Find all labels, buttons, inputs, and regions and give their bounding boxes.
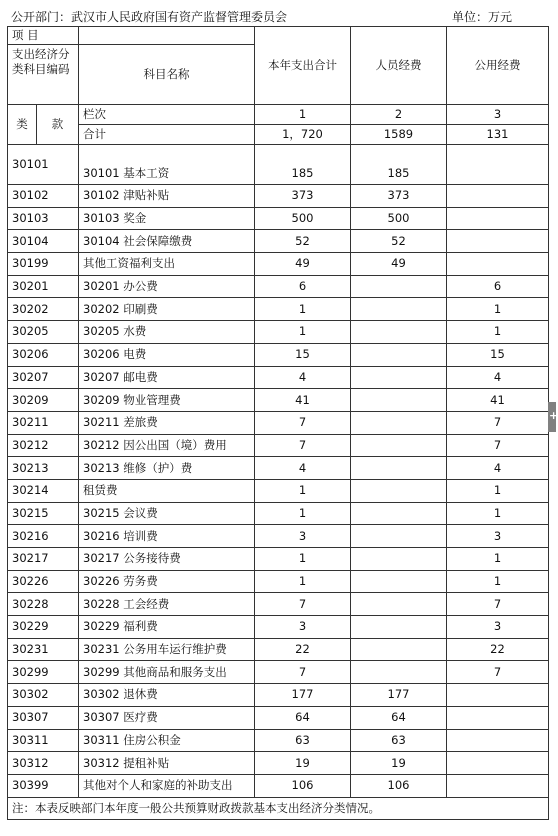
row-code: 30104 xyxy=(8,230,79,253)
table-row xyxy=(8,411,549,434)
table-row xyxy=(8,684,549,707)
lanci-label: 栏次 xyxy=(79,105,255,125)
row-total: 185 xyxy=(255,145,351,185)
row-public xyxy=(447,185,549,208)
row-personnel xyxy=(351,479,447,502)
row-total: 63 xyxy=(255,729,351,752)
row-code: 30103 xyxy=(8,207,79,230)
row-public xyxy=(447,774,549,797)
table-row xyxy=(8,343,549,366)
row-total: 64 xyxy=(255,706,351,729)
table-row xyxy=(8,298,549,321)
row-total: 49 xyxy=(255,253,351,276)
row-personnel xyxy=(351,593,447,616)
row-public xyxy=(447,253,549,276)
row-public: 7 xyxy=(447,593,549,616)
row-public xyxy=(447,752,549,775)
table-row xyxy=(8,616,549,639)
row-name: 30102 津贴补贴 xyxy=(79,185,255,208)
row-name: 30311 住房公积金 xyxy=(79,729,255,752)
row-name: 30206 电费 xyxy=(79,343,255,366)
row-personnel xyxy=(351,321,447,344)
total-public: 131 xyxy=(447,125,549,145)
department-label: 公开部门：武汉市人民政府国有资产监督管理委员会 xyxy=(11,10,288,24)
row-code: 30302 xyxy=(8,684,79,707)
row-name: 其他工资福利支出 xyxy=(79,253,255,276)
row-total: 1 xyxy=(255,548,351,571)
row-public xyxy=(447,230,549,253)
row-total: 22 xyxy=(255,638,351,661)
row-public: 7 xyxy=(447,434,549,457)
table-row xyxy=(8,752,549,775)
row-total: 52 xyxy=(255,230,351,253)
row-name: 30217 公务接待费 xyxy=(79,548,255,571)
row-personnel xyxy=(351,525,447,548)
row-total: 7 xyxy=(255,411,351,434)
row-code: 30228 xyxy=(8,593,79,616)
row-personnel xyxy=(351,661,447,684)
unit-label: 单位：万元 xyxy=(452,10,513,24)
col-number-3: 3 xyxy=(447,105,549,125)
row-personnel xyxy=(351,638,447,661)
total-sum: 1，720 xyxy=(255,125,351,145)
row-public: 1 xyxy=(447,548,549,571)
row-public: 4 xyxy=(447,366,549,389)
col-number-2: 2 xyxy=(351,105,447,125)
row-public: 41 xyxy=(447,389,549,412)
row-name: 30228 工会经费 xyxy=(79,593,255,616)
table-row xyxy=(8,145,549,185)
plus-icon: + xyxy=(549,409,558,422)
row-public: 1 xyxy=(447,321,549,344)
row-total: 1 xyxy=(255,570,351,593)
row-public: 7 xyxy=(447,661,549,684)
row-personnel xyxy=(351,570,447,593)
row-code: 30299 xyxy=(8,661,79,684)
row-total: 1 xyxy=(255,321,351,344)
expand-tab[interactable] xyxy=(548,402,556,432)
row-code: 30199 xyxy=(8,253,79,276)
row-name: 30312 提租补贴 xyxy=(79,752,255,775)
table-row xyxy=(8,321,549,344)
header-personnel: 人员经费 xyxy=(351,27,447,105)
row-total: 1 xyxy=(255,298,351,321)
row-public: 1 xyxy=(447,502,549,525)
row-name: 30231 公务用车运行维护费 xyxy=(79,638,255,661)
row-name: 30215 会议费 xyxy=(79,502,255,525)
row-personnel: 373 xyxy=(351,185,447,208)
table-row xyxy=(8,593,549,616)
row-total: 15 xyxy=(255,343,351,366)
row-code: 30213 xyxy=(8,457,79,480)
row-name: 租赁费 xyxy=(79,479,255,502)
row-code: 30206 xyxy=(8,343,79,366)
table-row xyxy=(8,548,549,571)
table-row xyxy=(8,457,549,480)
expenditure-table xyxy=(7,26,549,820)
header-public: 公用经费 xyxy=(447,27,549,105)
row-name: 30205 水费 xyxy=(79,321,255,344)
table-row xyxy=(8,570,549,593)
row-public: 7 xyxy=(447,411,549,434)
row-code: 30399 xyxy=(8,774,79,797)
row-total: 3 xyxy=(255,616,351,639)
row-code: 30231 xyxy=(8,638,79,661)
row-personnel xyxy=(351,343,447,366)
table-row xyxy=(8,253,549,276)
row-public: 1 xyxy=(447,298,549,321)
row-public: 1 xyxy=(447,479,549,502)
row-total: 7 xyxy=(255,661,351,684)
row-personnel xyxy=(351,502,447,525)
row-name: 30307 医疗费 xyxy=(79,706,255,729)
table-row xyxy=(8,207,549,230)
row-code: 30307 xyxy=(8,706,79,729)
header-name: 科目名称 xyxy=(79,45,255,105)
row-public xyxy=(447,706,549,729)
row-total: 7 xyxy=(255,434,351,457)
row-code: 30207 xyxy=(8,366,79,389)
row-name: 30104 社会保障缴费 xyxy=(79,230,255,253)
row-public: 3 xyxy=(447,616,549,639)
row-total: 1 xyxy=(255,479,351,502)
table-row xyxy=(8,185,549,208)
row-code: 30102 xyxy=(8,185,79,208)
row-personnel xyxy=(351,411,447,434)
row-code: 30101 xyxy=(8,145,79,185)
row-personnel xyxy=(351,275,447,298)
row-personnel: 49 xyxy=(351,253,447,276)
row-name: 30207 邮电费 xyxy=(79,366,255,389)
row-name: 30229 福利费 xyxy=(79,616,255,639)
table-row xyxy=(8,230,549,253)
table-row xyxy=(8,479,549,502)
row-code: 30229 xyxy=(8,616,79,639)
row-code: 30216 xyxy=(8,525,79,548)
row-public xyxy=(447,145,549,185)
row-name: 30216 培训费 xyxy=(79,525,255,548)
row-total: 3 xyxy=(255,525,351,548)
row-total: 7 xyxy=(255,593,351,616)
row-personnel: 500 xyxy=(351,207,447,230)
row-personnel: 177 xyxy=(351,684,447,707)
table-row xyxy=(8,366,549,389)
row-total: 4 xyxy=(255,457,351,480)
row-public: 3 xyxy=(447,525,549,548)
row-public: 1 xyxy=(447,570,549,593)
header-xiangmu: 项 目 xyxy=(8,27,79,45)
row-code: 30205 xyxy=(8,321,79,344)
row-code: 30202 xyxy=(8,298,79,321)
row-personnel xyxy=(351,298,447,321)
row-public: 4 xyxy=(447,457,549,480)
row-public xyxy=(447,729,549,752)
row-total: 106 xyxy=(255,774,351,797)
row-public xyxy=(447,207,549,230)
row-name: 30302 退休费 xyxy=(79,684,255,707)
row-name: 30299 其他商品和服务支出 xyxy=(79,661,255,684)
table-row xyxy=(8,729,549,752)
row-personnel: 64 xyxy=(351,706,447,729)
row-personnel: 19 xyxy=(351,752,447,775)
header-code: 支出经济分类科目编码 xyxy=(8,45,79,105)
row-total: 1 xyxy=(255,502,351,525)
row-name: 30101 基本工资 xyxy=(79,145,255,185)
table-row xyxy=(8,389,549,412)
table-row xyxy=(8,661,549,684)
table-row xyxy=(8,434,549,457)
row-personnel: 106 xyxy=(351,774,447,797)
table-row xyxy=(8,502,549,525)
row-total: 4 xyxy=(255,366,351,389)
table-row xyxy=(8,774,549,797)
row-code: 30226 xyxy=(8,570,79,593)
row-total: 373 xyxy=(255,185,351,208)
row-personnel: 52 xyxy=(351,230,447,253)
row-public: 15 xyxy=(447,343,549,366)
row-name: 其他对个人和家庭的补助支出 xyxy=(79,774,255,797)
table-row xyxy=(8,525,549,548)
row-personnel xyxy=(351,616,447,639)
row-name: 30201 办公费 xyxy=(79,275,255,298)
row-name: 30212 因公出国（境）费用 xyxy=(79,434,255,457)
row-personnel xyxy=(351,457,447,480)
row-personnel: 63 xyxy=(351,729,447,752)
total-personnel: 1589 xyxy=(351,125,447,145)
row-personnel: 185 xyxy=(351,145,447,185)
row-name: 30226 劳务费 xyxy=(79,570,255,593)
header-total: 本年支出合计 xyxy=(255,27,351,105)
row-code: 30311 xyxy=(8,729,79,752)
row-total: 19 xyxy=(255,752,351,775)
total-label: 合计 xyxy=(79,125,255,145)
row-personnel xyxy=(351,389,447,412)
row-public: 6 xyxy=(447,275,549,298)
row-code: 30215 xyxy=(8,502,79,525)
row-name: 30211 差旅费 xyxy=(79,411,255,434)
table-row xyxy=(8,638,549,661)
table-note: 注：本表反映部门本年度一般公共预算财政拨款基本支出经济分类情况。 xyxy=(8,797,549,819)
row-personnel xyxy=(351,548,447,571)
row-name: 30209 物业管理费 xyxy=(79,389,255,412)
row-personnel xyxy=(351,434,447,457)
row-code: 30312 xyxy=(8,752,79,775)
row-total: 177 xyxy=(255,684,351,707)
row-public: 22 xyxy=(447,638,549,661)
table-row xyxy=(8,275,549,298)
row-total: 41 xyxy=(255,389,351,412)
row-code: 30201 xyxy=(8,275,79,298)
row-personnel xyxy=(351,366,447,389)
row-code: 30209 xyxy=(8,389,79,412)
row-total: 6 xyxy=(255,275,351,298)
row-code: 30214 xyxy=(8,479,79,502)
row-code: 30217 xyxy=(8,548,79,571)
header-kuan: 款 xyxy=(37,105,79,145)
row-name: 30103 奖金 xyxy=(79,207,255,230)
row-public xyxy=(447,684,549,707)
header-lei: 类 xyxy=(8,105,37,145)
table-row xyxy=(8,706,549,729)
row-name: 30202 印刷费 xyxy=(79,298,255,321)
row-name: 30213 维修（护）费 xyxy=(79,457,255,480)
row-code: 30211 xyxy=(8,411,79,434)
row-total: 500 xyxy=(255,207,351,230)
row-code: 30212 xyxy=(8,434,79,457)
col-number-1: 1 xyxy=(255,105,351,125)
